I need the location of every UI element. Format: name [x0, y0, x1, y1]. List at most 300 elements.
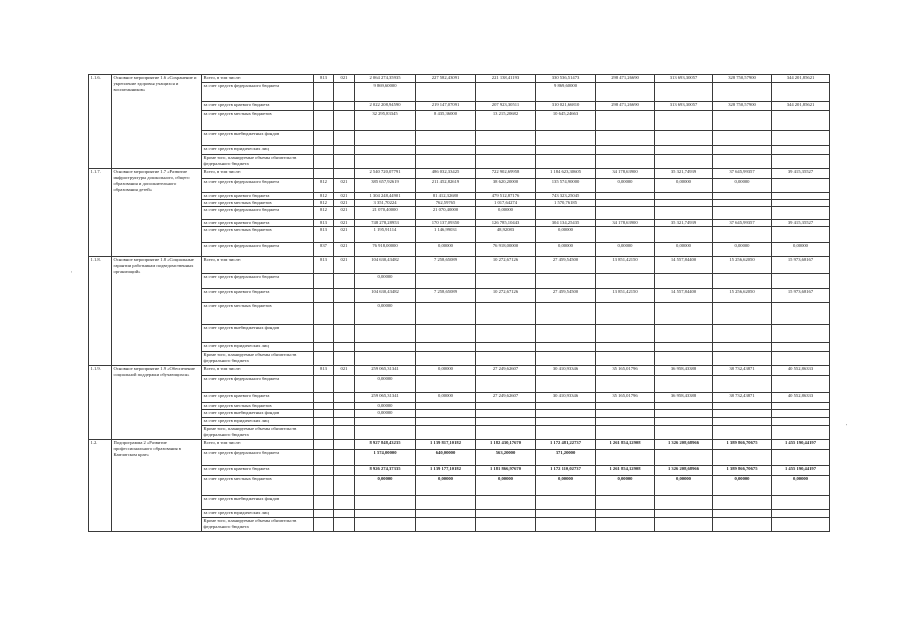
- grbs-code: 813: [314, 366, 334, 376]
- amount-cell: [655, 325, 713, 343]
- amount-cell: 344 201,85621: [772, 75, 830, 83]
- amount-cell: 0,00000: [713, 243, 772, 257]
- grbs-code: [314, 352, 334, 366]
- funding-source-label: за счет средств местных бюджетов: [202, 227, 314, 243]
- amount-cell: [772, 418, 830, 426]
- amount-cell: 1 172 110,02737: [536, 466, 596, 476]
- amount-cell: [536, 410, 596, 418]
- amount-cell: 135 574,90000: [536, 179, 596, 193]
- section-title: Основное мероприятие 1.9 «Обеспечение социальной поддержки обучающихся»: [112, 366, 202, 440]
- funding-source-label: за счет средств юридических лиц: [202, 510, 314, 518]
- section-index: 1.1.9.: [89, 366, 112, 440]
- amount-cell: [355, 131, 416, 146]
- amount-cell: 14 557,84400: [655, 257, 713, 274]
- program-code: [334, 426, 355, 440]
- amount-cell: 313 693,30057: [655, 102, 713, 111]
- amount-cell: 37 645,99357: [713, 220, 772, 227]
- amount-cell: [596, 83, 655, 102]
- program-code: [334, 476, 355, 496]
- amount-cell: 211 452,82619: [416, 179, 476, 193]
- amount-cell: [536, 303, 596, 325]
- amount-cell: 1 570,76185: [536, 200, 596, 207]
- program-code: [334, 303, 355, 325]
- amount-cell: 13 215,20682: [476, 111, 536, 131]
- funding-source-label: Кроме того, планируемые объемы обязательств федерального бюджета: [202, 518, 314, 532]
- amount-cell: 76 918,00000: [355, 243, 416, 257]
- program-code: 021: [334, 75, 355, 83]
- amount-cell: 8 927 848,43235: [355, 440, 416, 450]
- amount-cell: 0,00000: [416, 366, 476, 376]
- amount-cell: [536, 343, 596, 352]
- amount-cell: [536, 352, 596, 366]
- grbs-code: [314, 496, 334, 510]
- amount-cell: 15 973,68167: [772, 257, 830, 274]
- amount-cell: [713, 450, 772, 466]
- amount-cell: 38 732,43871: [713, 366, 772, 376]
- amount-cell: [713, 111, 772, 131]
- program-code: 021: [334, 200, 355, 207]
- amount-cell: [655, 510, 713, 518]
- amount-cell: [655, 83, 713, 102]
- amount-cell: [655, 193, 713, 200]
- amount-cell: 385 657,92619: [355, 179, 416, 193]
- grbs-code: [314, 146, 334, 155]
- amount-cell: [772, 146, 830, 155]
- grbs-code: [314, 343, 334, 352]
- grbs-code: 837: [314, 243, 334, 257]
- amount-cell: 0,00000: [596, 243, 655, 257]
- amount-cell: [476, 403, 536, 410]
- amount-cell: [596, 418, 655, 426]
- program-code: [334, 496, 355, 510]
- funding-source-label: Кроме того, планируемые объемы обязательств федерального бюджета: [202, 155, 314, 169]
- amount-cell: 0,00000: [355, 476, 416, 496]
- grbs-code: 812: [314, 200, 334, 207]
- budget-table: [88, 74, 830, 532]
- grbs-code: 812: [314, 179, 334, 193]
- amount-cell: [713, 227, 772, 243]
- amount-cell: [355, 352, 416, 366]
- amount-cell: [655, 343, 713, 352]
- amount-cell: [713, 343, 772, 352]
- amount-cell: [655, 274, 713, 289]
- amount-cell: [416, 274, 476, 289]
- grbs-code: [314, 510, 334, 518]
- grbs-code: 813: [314, 257, 334, 274]
- amount-cell: [772, 325, 830, 343]
- amount-cell: 81 412,32680: [416, 193, 476, 200]
- grbs-code: 812: [314, 207, 334, 220]
- program-code: 021: [334, 207, 355, 220]
- section-title: Основное мероприятие 1.7 «Развитие инфраструктуры дошкольного, общего образования и дополнительного образования детей»: [112, 169, 202, 257]
- amount-cell: [476, 418, 536, 426]
- amount-cell: [655, 227, 713, 243]
- funding-source-label: за счет средств федерального бюджета: [202, 376, 314, 393]
- grbs-code: [314, 403, 334, 410]
- amount-cell: [772, 111, 830, 131]
- program-code: [334, 155, 355, 169]
- amount-cell: 27 249,62607: [476, 366, 536, 376]
- amount-cell: 10 272,67126: [476, 289, 536, 303]
- amount-cell: [536, 146, 596, 155]
- amount-cell: 0,00000: [655, 243, 713, 257]
- amount-cell: 35 321,74939: [655, 169, 713, 179]
- funding-source-label: за счет средств юридических лиц: [202, 146, 314, 155]
- amount-cell: 21 070,40000: [355, 207, 416, 220]
- amount-cell: 1 195,91114: [355, 227, 416, 243]
- amount-cell: 0,00000: [416, 243, 476, 257]
- amount-cell: [655, 146, 713, 155]
- amount-cell: 1 184 623,30605: [536, 169, 596, 179]
- amount-cell: 36 958,43388: [655, 393, 713, 403]
- amount-cell: [596, 410, 655, 418]
- amount-cell: [596, 325, 655, 343]
- amount-cell: 13 851,42150: [596, 289, 655, 303]
- amount-cell: 104 630,43482: [355, 289, 416, 303]
- grbs-code: 813: [314, 220, 334, 227]
- amount-cell: 1 261 854,12908: [596, 440, 655, 450]
- amount-cell: 126 785,10443: [476, 220, 536, 227]
- amount-cell: [416, 418, 476, 426]
- amount-cell: 0,00000: [655, 179, 713, 193]
- amount-cell: 30 410,93346: [536, 366, 596, 376]
- amount-cell: 39 415,35527: [772, 169, 830, 179]
- amount-cell: 330 536,51473: [536, 75, 596, 83]
- program-code: [334, 102, 355, 111]
- grbs-code: [314, 450, 334, 466]
- amount-cell: [772, 83, 830, 102]
- section-index: 1.1.6.: [89, 75, 112, 169]
- amount-cell: [713, 207, 772, 220]
- amount-cell: 207 923,30511: [476, 102, 536, 111]
- amount-cell: 48,92083: [476, 227, 536, 243]
- amount-cell: [416, 131, 476, 146]
- amount-cell: 2 022 208,94590: [355, 102, 416, 111]
- amount-cell: [536, 131, 596, 146]
- amount-cell: [536, 376, 596, 393]
- amount-cell: 1 172 481,22737: [536, 440, 596, 450]
- amount-cell: 259 065,31341: [355, 366, 416, 376]
- amount-cell: [416, 155, 476, 169]
- amount-cell: [596, 518, 655, 532]
- grbs-code: 813: [314, 75, 334, 83]
- grbs-code: [314, 440, 334, 450]
- program-code: 021: [334, 193, 355, 200]
- amount-cell: 13 851,42150: [596, 257, 655, 274]
- grbs-code: [314, 476, 334, 496]
- amount-cell: [772, 227, 830, 243]
- amount-cell: 227 582,43091: [416, 75, 476, 83]
- amount-cell: [655, 518, 713, 532]
- table-row: [89, 440, 830, 450]
- amount-cell: [772, 343, 830, 352]
- amount-cell: 32 295,83345: [355, 111, 416, 131]
- amount-cell: [416, 403, 476, 410]
- program-code: [334, 440, 355, 450]
- amount-cell: [772, 496, 830, 510]
- program-code: [334, 325, 355, 343]
- amount-cell: 35 165,01796: [596, 393, 655, 403]
- program-code: [334, 418, 355, 426]
- program-code: [334, 111, 355, 131]
- amount-cell: [355, 325, 416, 343]
- amount-cell: 0,00000: [713, 476, 772, 496]
- program-code: [334, 510, 355, 518]
- amount-cell: 1 017,64274: [476, 200, 536, 207]
- amount-cell: 0,00000: [355, 303, 416, 325]
- amount-cell: [713, 403, 772, 410]
- amount-cell: 344 201,85621: [772, 102, 830, 111]
- funding-source-label: Кроме того, планируемые объемы обязательств федерального бюджета: [202, 426, 314, 440]
- amount-cell: [713, 146, 772, 155]
- amount-cell: [355, 418, 416, 426]
- funding-source-label: за счет средств федерального бюджета: [202, 243, 314, 257]
- amount-cell: [355, 146, 416, 155]
- amount-cell: 76 918,00000: [476, 243, 536, 257]
- program-code: [334, 410, 355, 418]
- section-index: 1.1.8.: [89, 257, 112, 366]
- amount-cell: 0,00000: [713, 179, 772, 193]
- amount-cell: 1 389 866,70675: [713, 440, 772, 450]
- program-code: [334, 450, 355, 466]
- amount-cell: [536, 207, 596, 220]
- amount-cell: 0,00000: [355, 376, 416, 393]
- section-title: Основное мероприятие 1.6 «Сохранение и укрепление здоровья учащихся и воспитанников»: [112, 75, 202, 169]
- amount-cell: [596, 111, 655, 131]
- section-index: 1.2.: [89, 440, 112, 532]
- funding-source-label: за счет средств федерального бюджета: [202, 207, 314, 220]
- grbs-code: [314, 393, 334, 403]
- funding-source-label: за счет средств федерального бюджета: [202, 83, 314, 102]
- amount-cell: [476, 426, 536, 440]
- amount-cell: 1 326 208,68966: [655, 466, 713, 476]
- table-row: [89, 257, 830, 274]
- amount-cell: 40 552,86333: [772, 393, 830, 403]
- grbs-code: [314, 418, 334, 426]
- amount-cell: 1 139 177,10182: [416, 466, 476, 476]
- amount-cell: [416, 352, 476, 366]
- funding-source-label: Всего, в том числе:: [202, 366, 314, 376]
- program-code: [334, 274, 355, 289]
- amount-cell: 170 137,09350: [416, 220, 476, 227]
- amount-cell: 10 645,24663: [536, 111, 596, 131]
- grbs-code: 812: [314, 193, 334, 200]
- amount-cell: [772, 131, 830, 146]
- program-code: [334, 376, 355, 393]
- table-row: [89, 75, 830, 83]
- funding-source-label: за счет средств внебюджетных фондов: [202, 496, 314, 510]
- amount-cell: [772, 303, 830, 325]
- stray-mark-right: ': [846, 424, 847, 430]
- amount-cell: 35 321,74939: [655, 220, 713, 227]
- program-code: [334, 169, 355, 179]
- grbs-code: [314, 376, 334, 393]
- amount-cell: 39 415,35527: [772, 220, 830, 227]
- amount-cell: [772, 403, 830, 410]
- amount-cell: [772, 207, 830, 220]
- amount-cell: 1 182 430,17670: [476, 440, 536, 450]
- funding-source-label: за счет средств внебюджетных фондов: [202, 131, 314, 146]
- amount-cell: [476, 496, 536, 510]
- amount-cell: [772, 274, 830, 289]
- amount-cell: 1 261 854,12908: [596, 466, 655, 476]
- amount-cell: 486 032,33425: [416, 169, 476, 179]
- amount-cell: 15 256,62050: [713, 257, 772, 274]
- funding-source-label: за счет средств местных бюджетов: [202, 200, 314, 207]
- amount-cell: 21 070,40000: [416, 207, 476, 220]
- amount-cell: [536, 418, 596, 426]
- amount-cell: 0,00000: [536, 476, 596, 496]
- amount-cell: [655, 403, 713, 410]
- funding-source-label: за счет средств краевого бюджета: [202, 220, 314, 227]
- amount-cell: 2 540 720,07791: [355, 169, 416, 179]
- amount-cell: [476, 352, 536, 366]
- funding-source-label: за счет средств краевого бюджета: [202, 193, 314, 200]
- program-code: 021: [334, 227, 355, 243]
- funding-source-label: за счет средств местных бюджетов: [202, 111, 314, 131]
- amount-cell: 563,20000: [476, 450, 536, 466]
- program-code: [334, 466, 355, 476]
- amount-cell: [476, 83, 536, 102]
- amount-cell: 310 021,66810: [536, 102, 596, 111]
- amount-cell: [655, 418, 713, 426]
- amount-cell: [655, 111, 713, 131]
- amount-cell: 27 249,62607: [476, 393, 536, 403]
- amount-cell: [416, 83, 476, 102]
- amount-cell: [536, 403, 596, 410]
- amount-cell: 0,00000: [536, 227, 596, 243]
- funding-source-label: за счет средств юридических лиц: [202, 418, 314, 426]
- amount-cell: [596, 403, 655, 410]
- amount-cell: [596, 227, 655, 243]
- amount-cell: [416, 510, 476, 518]
- amount-cell: 313 693,30057: [655, 75, 713, 83]
- amount-cell: 1 574,00000: [355, 450, 416, 466]
- funding-source-label: за счет средств краевого бюджета: [202, 393, 314, 403]
- amount-cell: [536, 325, 596, 343]
- amount-cell: 762,59765: [416, 200, 476, 207]
- amount-cell: [713, 510, 772, 518]
- amount-cell: 371,20000: [536, 450, 596, 466]
- grbs-code: [314, 289, 334, 303]
- amount-cell: 722 902,69958: [476, 169, 536, 179]
- amount-cell: 479 512,87176: [476, 193, 536, 200]
- amount-cell: [655, 496, 713, 510]
- amount-cell: [355, 155, 416, 169]
- amount-cell: [655, 131, 713, 146]
- amount-cell: [476, 146, 536, 155]
- amount-cell: [596, 274, 655, 289]
- amount-cell: 30 410,93346: [536, 393, 596, 403]
- amount-cell: [536, 510, 596, 518]
- program-code: [334, 83, 355, 102]
- amount-cell: 3 351,70224: [355, 200, 416, 207]
- amount-cell: 0,00000: [596, 476, 655, 496]
- amount-cell: [536, 426, 596, 440]
- section-title: Подпрограмма 2 «Развитие профессионального образования в Камчатском крае»: [112, 440, 202, 532]
- grbs-code: [314, 111, 334, 131]
- amount-cell: 8 435,36000: [416, 111, 476, 131]
- amount-cell: [713, 274, 772, 289]
- budget-table-sheet: [88, 74, 829, 532]
- amount-cell: [476, 303, 536, 325]
- funding-source-label: Всего, в том числе:: [202, 75, 314, 83]
- amount-cell: [476, 155, 536, 169]
- amount-cell: 37 645,99357: [713, 169, 772, 179]
- program-code: 021: [334, 257, 355, 274]
- funding-source-label: Кроме того, планируемые объемы обязательств федерального бюджета: [202, 352, 314, 366]
- grbs-code: [314, 325, 334, 343]
- amount-cell: [713, 410, 772, 418]
- grbs-code: [314, 83, 334, 102]
- amount-cell: [596, 193, 655, 200]
- amount-cell: [596, 207, 655, 220]
- funding-source-label: Всего, в том числе:: [202, 257, 314, 274]
- table-row: [89, 169, 830, 179]
- amount-cell: [655, 200, 713, 207]
- amount-cell: 0,00000: [772, 243, 830, 257]
- amount-cell: [416, 518, 476, 532]
- amount-cell: [772, 518, 830, 532]
- funding-source-label: за счет средств юридических лиц: [202, 343, 314, 352]
- amount-cell: [536, 496, 596, 510]
- amount-cell: [596, 510, 655, 518]
- amount-cell: 1 455 190,44197: [772, 466, 830, 476]
- amount-cell: [536, 518, 596, 532]
- amount-cell: 0,00000: [772, 476, 830, 496]
- amount-cell: 221 138,41193: [476, 75, 536, 83]
- amount-cell: 15 973,68167: [772, 289, 830, 303]
- amount-cell: [476, 376, 536, 393]
- amount-cell: [772, 352, 830, 366]
- amount-cell: 2 064 274,35935: [355, 75, 416, 83]
- stray-mark-left: ,: [71, 268, 73, 274]
- amount-cell: 743 323,25045: [536, 193, 596, 200]
- amount-cell: [772, 510, 830, 518]
- amount-cell: [416, 303, 476, 325]
- amount-cell: [476, 343, 536, 352]
- amount-cell: 748 278,28953: [355, 220, 416, 227]
- amount-cell: [772, 200, 830, 207]
- amount-cell: 1 304 248,44901: [355, 193, 416, 200]
- amount-cell: [713, 303, 772, 325]
- amount-cell: 27 459,54500: [536, 289, 596, 303]
- program-code: [334, 289, 355, 303]
- amount-cell: 0,00000: [355, 274, 416, 289]
- amount-cell: 7 258,65089: [416, 257, 476, 274]
- amount-cell: [713, 83, 772, 102]
- amount-cell: [655, 376, 713, 393]
- grbs-code: [314, 518, 334, 532]
- program-code: [334, 146, 355, 155]
- amount-cell: [596, 376, 655, 393]
- funding-source-label: Всего, в том числе:: [202, 440, 314, 450]
- amount-cell: 1 326 208,68966: [655, 440, 713, 450]
- amount-cell: [476, 325, 536, 343]
- amount-cell: [655, 450, 713, 466]
- grbs-code: [314, 410, 334, 418]
- amount-cell: [655, 410, 713, 418]
- amount-cell: 1 146,99031: [416, 227, 476, 243]
- amount-cell: 1 139 817,10182: [416, 440, 476, 450]
- amount-cell: 0,00000: [355, 410, 416, 418]
- amount-cell: 0,00000: [355, 403, 416, 410]
- funding-source-label: за счет средств внебюджетных фондов: [202, 410, 314, 418]
- amount-cell: 0,00000: [416, 476, 476, 496]
- amount-cell: 7 258,65089: [416, 289, 476, 303]
- amount-cell: [416, 410, 476, 418]
- amount-cell: [713, 193, 772, 200]
